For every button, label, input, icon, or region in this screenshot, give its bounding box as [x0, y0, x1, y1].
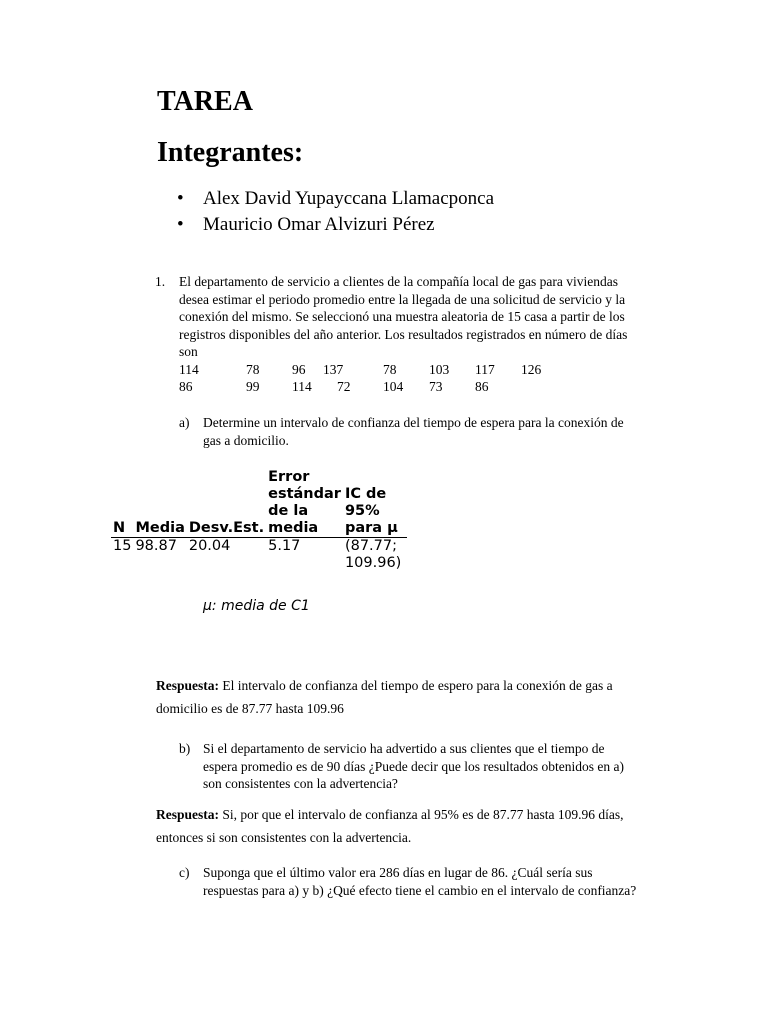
members-list [177, 186, 494, 238]
answer-text: entonces si son consistentes con la advertencia. [156, 830, 412, 845]
stats-table [111, 469, 407, 572]
list-item [177, 212, 494, 238]
table-cell: 98.87 [135, 538, 177, 554]
part-b [179, 740, 669, 793]
document-title: TAREA [157, 86, 253, 117]
data-value: 104 [383, 379, 404, 394]
members-heading: Integrantes: [157, 137, 304, 168]
question-text-line: son [179, 344, 198, 359]
table-header-row [111, 469, 407, 538]
data-values-row [179, 361, 655, 379]
question-text-line: registros disponibles del año anterior. Los resultados registrados en número de días [179, 326, 628, 342]
table-cell: 15 [113, 538, 132, 554]
answer-text: domicilio es de 87.77 hasta 109.96 [156, 701, 344, 716]
part-text-line: Determine un intervalo de confianza del tiempo de espera para la conexión de [203, 415, 624, 430]
column-header: Error estándar de la media [268, 469, 341, 536]
data-value: 99 [246, 379, 260, 394]
column-header: N [111, 469, 133, 538]
data-value: 126 [521, 361, 542, 377]
data-value: 117 [475, 361, 495, 377]
question-text-line: conexión del mismo. Se seleccionó una muestra aleatoria de 15 casa a partir de los [179, 309, 625, 324]
bullet-icon: • [177, 214, 184, 235]
part-text-line: Suponga que el último valor era 286 días en lugar de 86. ¿Cuál sería sus [203, 865, 593, 880]
part-text-line: respuestas para a) y b) ¿Qué efecto tiene el cambio en el intervalo de confianza? [203, 882, 637, 898]
data-value: 72 [337, 379, 351, 394]
answer-text: Si, por que el intervalo de confianza al 95% es de 87.77 hasta 109.96 días, [219, 807, 624, 822]
column-header: Media [133, 469, 186, 538]
data-values-row [179, 378, 655, 396]
data-value: 86 [475, 379, 489, 394]
data-value: 78 [383, 361, 397, 377]
data-value: 103 [429, 361, 450, 377]
data-value: 137 [323, 361, 344, 377]
part-text-line: gas a domicilio. [203, 432, 289, 448]
table-cell: (87.77; 109.96) [344, 538, 402, 571]
table-cell: 20.04 [188, 538, 231, 554]
part-label: c) [179, 865, 190, 880]
data-value: 114 [179, 361, 199, 377]
part-text-line: son consistentes con la advertencia? [203, 776, 398, 791]
data-value: 114 [292, 379, 312, 394]
answer-label: Respuesta: [156, 807, 219, 822]
table-row [111, 538, 407, 573]
data-value: 73 [429, 379, 443, 394]
column-header: IC de 95% para μ [343, 469, 407, 538]
question-1 [155, 273, 655, 396]
answer-b [156, 803, 656, 849]
bullet-icon: • [177, 188, 184, 209]
question-text-line: desea estimar el periodo promedio entre la llegada de una solicitud de servicio y la [179, 291, 626, 307]
question-number: 1. [155, 274, 166, 289]
member-name: Mauricio Omar Alvizuri Pérez [203, 214, 435, 235]
part-label: a) [179, 415, 190, 430]
table-cell: 5.17 [268, 538, 301, 554]
data-value: 78 [246, 361, 260, 377]
member-name: Alex David Yupayccana Llamacponca [203, 188, 495, 209]
data-value: 96 [292, 361, 306, 377]
table-note: μ: media de C1 [203, 598, 310, 614]
part-label: b) [179, 741, 191, 756]
answer-label: Respuesta: [156, 678, 219, 693]
list-item [177, 186, 494, 212]
question-text-line: El departamento de servicio a clientes de la compañía local de gas para viviendas [179, 274, 618, 289]
part-text-line: espera promedio es de 90 días ¿Puede decir que los resultados obtenidos en a) [203, 758, 624, 774]
part-text-line: Si el departamento de servicio ha advertido a sus clientes que el tiempo de [203, 741, 605, 756]
data-value: 86 [179, 379, 193, 394]
answer-text: El intervalo de confianza del tiempo de espero para la conexión de gas a [219, 678, 613, 693]
part-c [179, 864, 669, 899]
answer-a [156, 674, 656, 720]
column-header: Desv.Est. [187, 469, 266, 538]
part-a [179, 414, 669, 449]
